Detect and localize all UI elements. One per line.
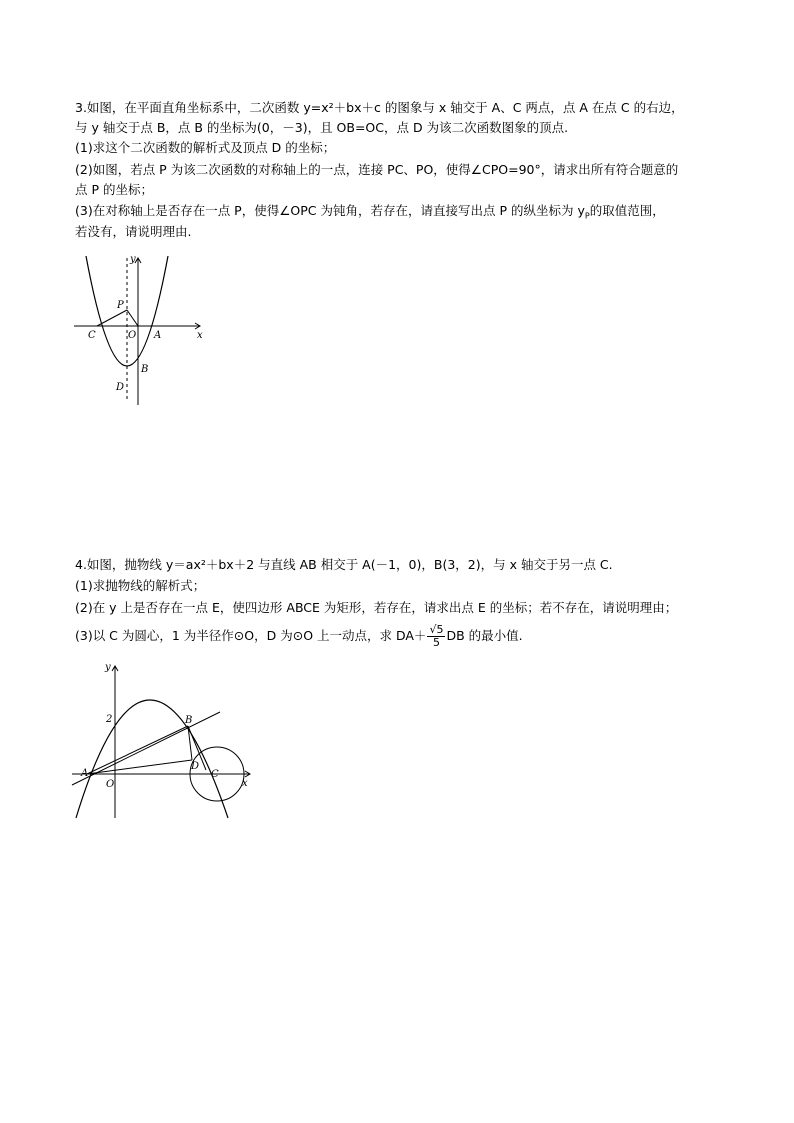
q4-fraction-denominator: 5	[432, 636, 440, 649]
q3-label-x: x	[197, 330, 203, 341]
q4-label-a: A	[81, 768, 89, 779]
q4-part-3-text-b: DB 的最小值.	[446, 628, 523, 643]
q3-part-1: (1)求这个二次函数的解析式及顶点 D 的坐标；	[75, 140, 336, 155]
q3-line-1: 3.如图，在平面直角坐标系中，二次函数 y=x²＋bx＋c 的图象与 x 轴交于 A、C 两点，点 A 在点 C 的右边，	[75, 100, 684, 115]
q3-segment-pc	[97, 310, 127, 326]
q3-label-c: C	[88, 330, 96, 341]
q4-part-1: (1)求抛物线的解析式；	[75, 578, 206, 593]
q3-label-p: P	[117, 300, 124, 311]
q3-label-b: B	[141, 364, 149, 375]
q4-label-d: D	[191, 761, 200, 772]
q3-label-y: y	[130, 254, 136, 265]
q3-part-3-text-b: 的取值范围，	[589, 203, 665, 218]
q3-figure	[70, 250, 210, 410]
q4-figure	[70, 660, 260, 820]
q3-part-2-cont: 点 P 的坐标；	[75, 182, 153, 197]
q4-part-2: (2)在 y 上是否存在一点 E，使四边形 ABCE 为矩形，若存在，请求出点 E 的坐标；若不存在，请说明理由；	[75, 600, 678, 615]
q4-label-2: 2	[106, 714, 113, 725]
q3-segment-po	[127, 310, 138, 326]
q4-label-c: C	[211, 769, 219, 780]
q4-fraction-numerator: √5	[429, 623, 444, 636]
q3-part-3-text-a: (3)在对称轴上是否存在一点 P，使得∠OPC 为钝角，若存在，请直接写出点 P 的纵坐标为 y	[75, 203, 585, 218]
q3-line-2: 与 y 轴交于点 B，点 B 的坐标为(0，－3)，且 OB=OC，点 D 为该二次函数图象的顶点.	[75, 120, 569, 135]
q3-label-a: A	[154, 330, 162, 341]
q4-label-x: x	[242, 778, 248, 789]
q3-part-3-subscript: P	[584, 211, 590, 221]
q4-part-3	[75, 624, 523, 649]
q3-label-o: O	[128, 330, 137, 341]
q4-label-y: y	[105, 662, 111, 673]
q4-label-b: B	[185, 715, 193, 726]
q4-fraction	[427, 624, 445, 649]
q3-part-3-cont: 若没有，请说明理由.	[75, 224, 192, 239]
q3-part-3	[75, 203, 665, 225]
q3-label-d: D	[116, 382, 125, 393]
q3-part-2: (2)如图，若点 P 为该二次函数的对称轴上的一点，连接 PC、PO，使得∠CPO=90°，请求出所有符合题意的	[75, 162, 679, 177]
q4-part-3-text-a: (3)以 C 为圆心，1 为半径作⊙O，D 为⊙O 上一动点，求 DA＋	[75, 628, 427, 643]
q4-line-1: 4.如图，抛物线 y＝ax²＋bx＋2 与直线 AB 相交于 A(－1，0)，B(3，2)，与 x 轴交于另一点 C.	[75, 557, 613, 572]
q4-parabola	[76, 700, 228, 818]
q4-label-o: O	[106, 779, 115, 790]
